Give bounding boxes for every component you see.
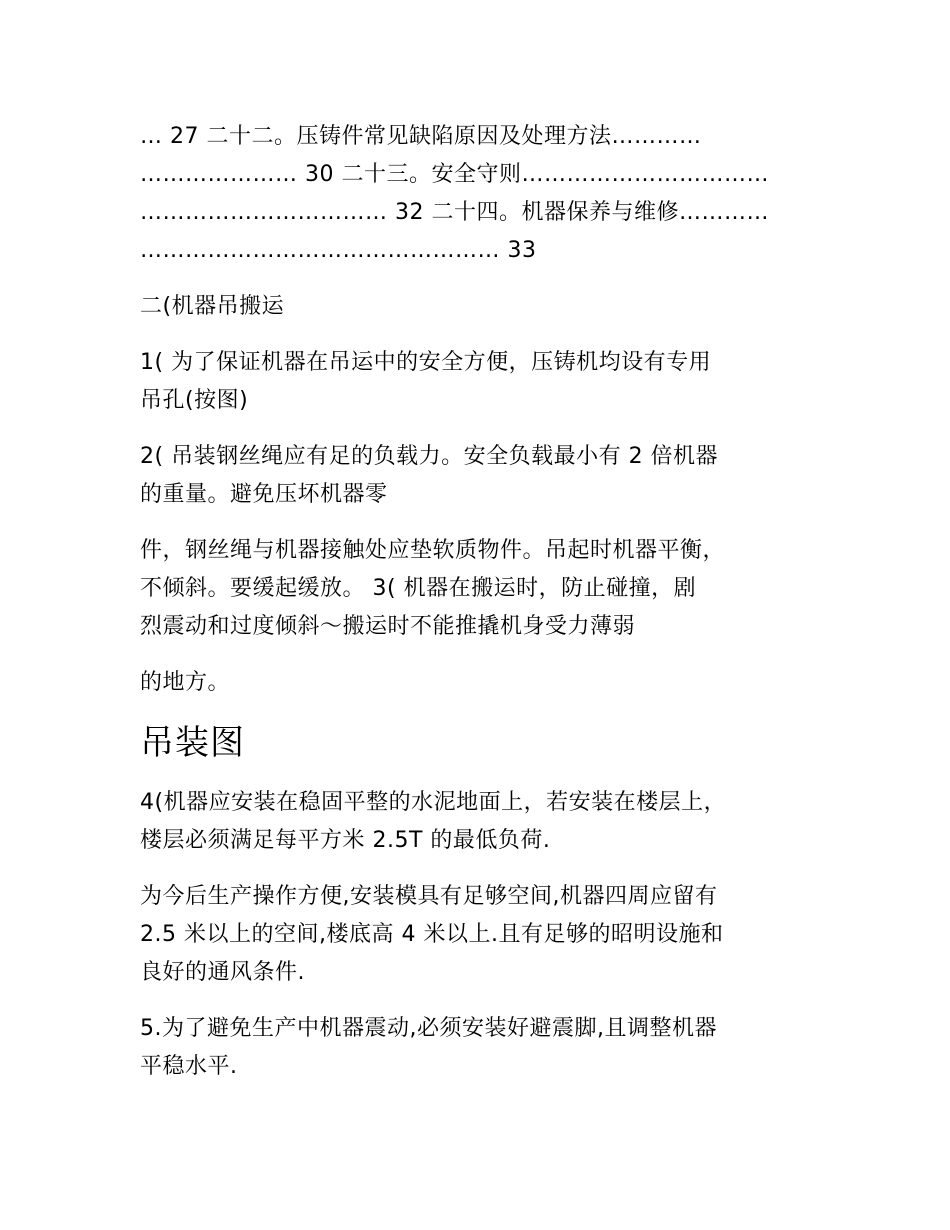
paragraph-line: 件，钢丝绳与机器接触处应垫软质物件。吊起时机器平衡， — [140, 538, 726, 563]
paragraph-line: 不倾斜。要缓起缓放。 3( 机器在搬运时，防止碰撞，剧 — [140, 576, 697, 601]
paragraph-line: 4(机器应安装在稳固平整的水泥地面上，若安装在楼层上， — [140, 790, 727, 815]
paragraph-line: 1( 为了保证机器在吊运中的安全方便，压铸机均设有专用 — [140, 350, 712, 375]
paragraph-item-5 — [140, 1010, 820, 1086]
paragraph-line: 的重量。避免压坏机器零 — [140, 482, 388, 507]
paragraph-line: 为今后生产操作方便,安装模具有足够空间,机器四周应留有 — [140, 884, 718, 909]
toc-line: ………………………………………… 33 — [140, 238, 537, 263]
paragraph-item-4 — [140, 784, 820, 860]
paragraph-item-2-end — [140, 664, 820, 702]
toc-line: … 27 二十二。压铸件常见缺陷原因及处理方法………… — [140, 124, 702, 149]
section-title-text: 二(机器吊搬运 — [140, 294, 285, 319]
paragraph-line: 楼层必须满足每平方米 2.5T 的最低负荷. — [140, 828, 551, 853]
paragraph-item-1 — [140, 344, 820, 420]
paragraph-item-2-continued — [140, 532, 820, 646]
toc-line: ………………… 30 二十三。安全守则…………………………… — [140, 162, 769, 187]
paragraph-line: 良好的通风条件. — [140, 960, 305, 985]
paragraph-item-4-continued — [140, 878, 820, 992]
figure-heading: 吊装图 — [140, 723, 245, 763]
paragraph-item-2 — [140, 438, 820, 514]
paragraph-line: 2.5 米以上的空间,楼底高 4 米以上.且有足够的昭明设施和 — [140, 922, 724, 947]
paragraph-line: 的地方。 — [140, 670, 231, 695]
paragraph-line: 吊孔(按图) — [140, 388, 249, 413]
section-heading — [140, 288, 820, 326]
document-page — [140, 118, 820, 1086]
paragraph-line: 5.为了避免生产中机器震动,必须安装好避震脚,且调整机器 — [140, 1016, 717, 1041]
paragraph-line: 平稳水平. — [140, 1054, 238, 1079]
paragraph-line: 烈震动和过度倾斜～搬运时不能推撬机身受力薄弱 — [140, 614, 636, 639]
table-of-contents — [140, 118, 820, 270]
toc-line: …………………………… 32 二十四。机器保养与维修………… — [140, 200, 769, 225]
paragraph-line: 2( 吊装钢丝绳应有足的负载力。安全负载最小有 2 倍机器 — [140, 444, 719, 469]
